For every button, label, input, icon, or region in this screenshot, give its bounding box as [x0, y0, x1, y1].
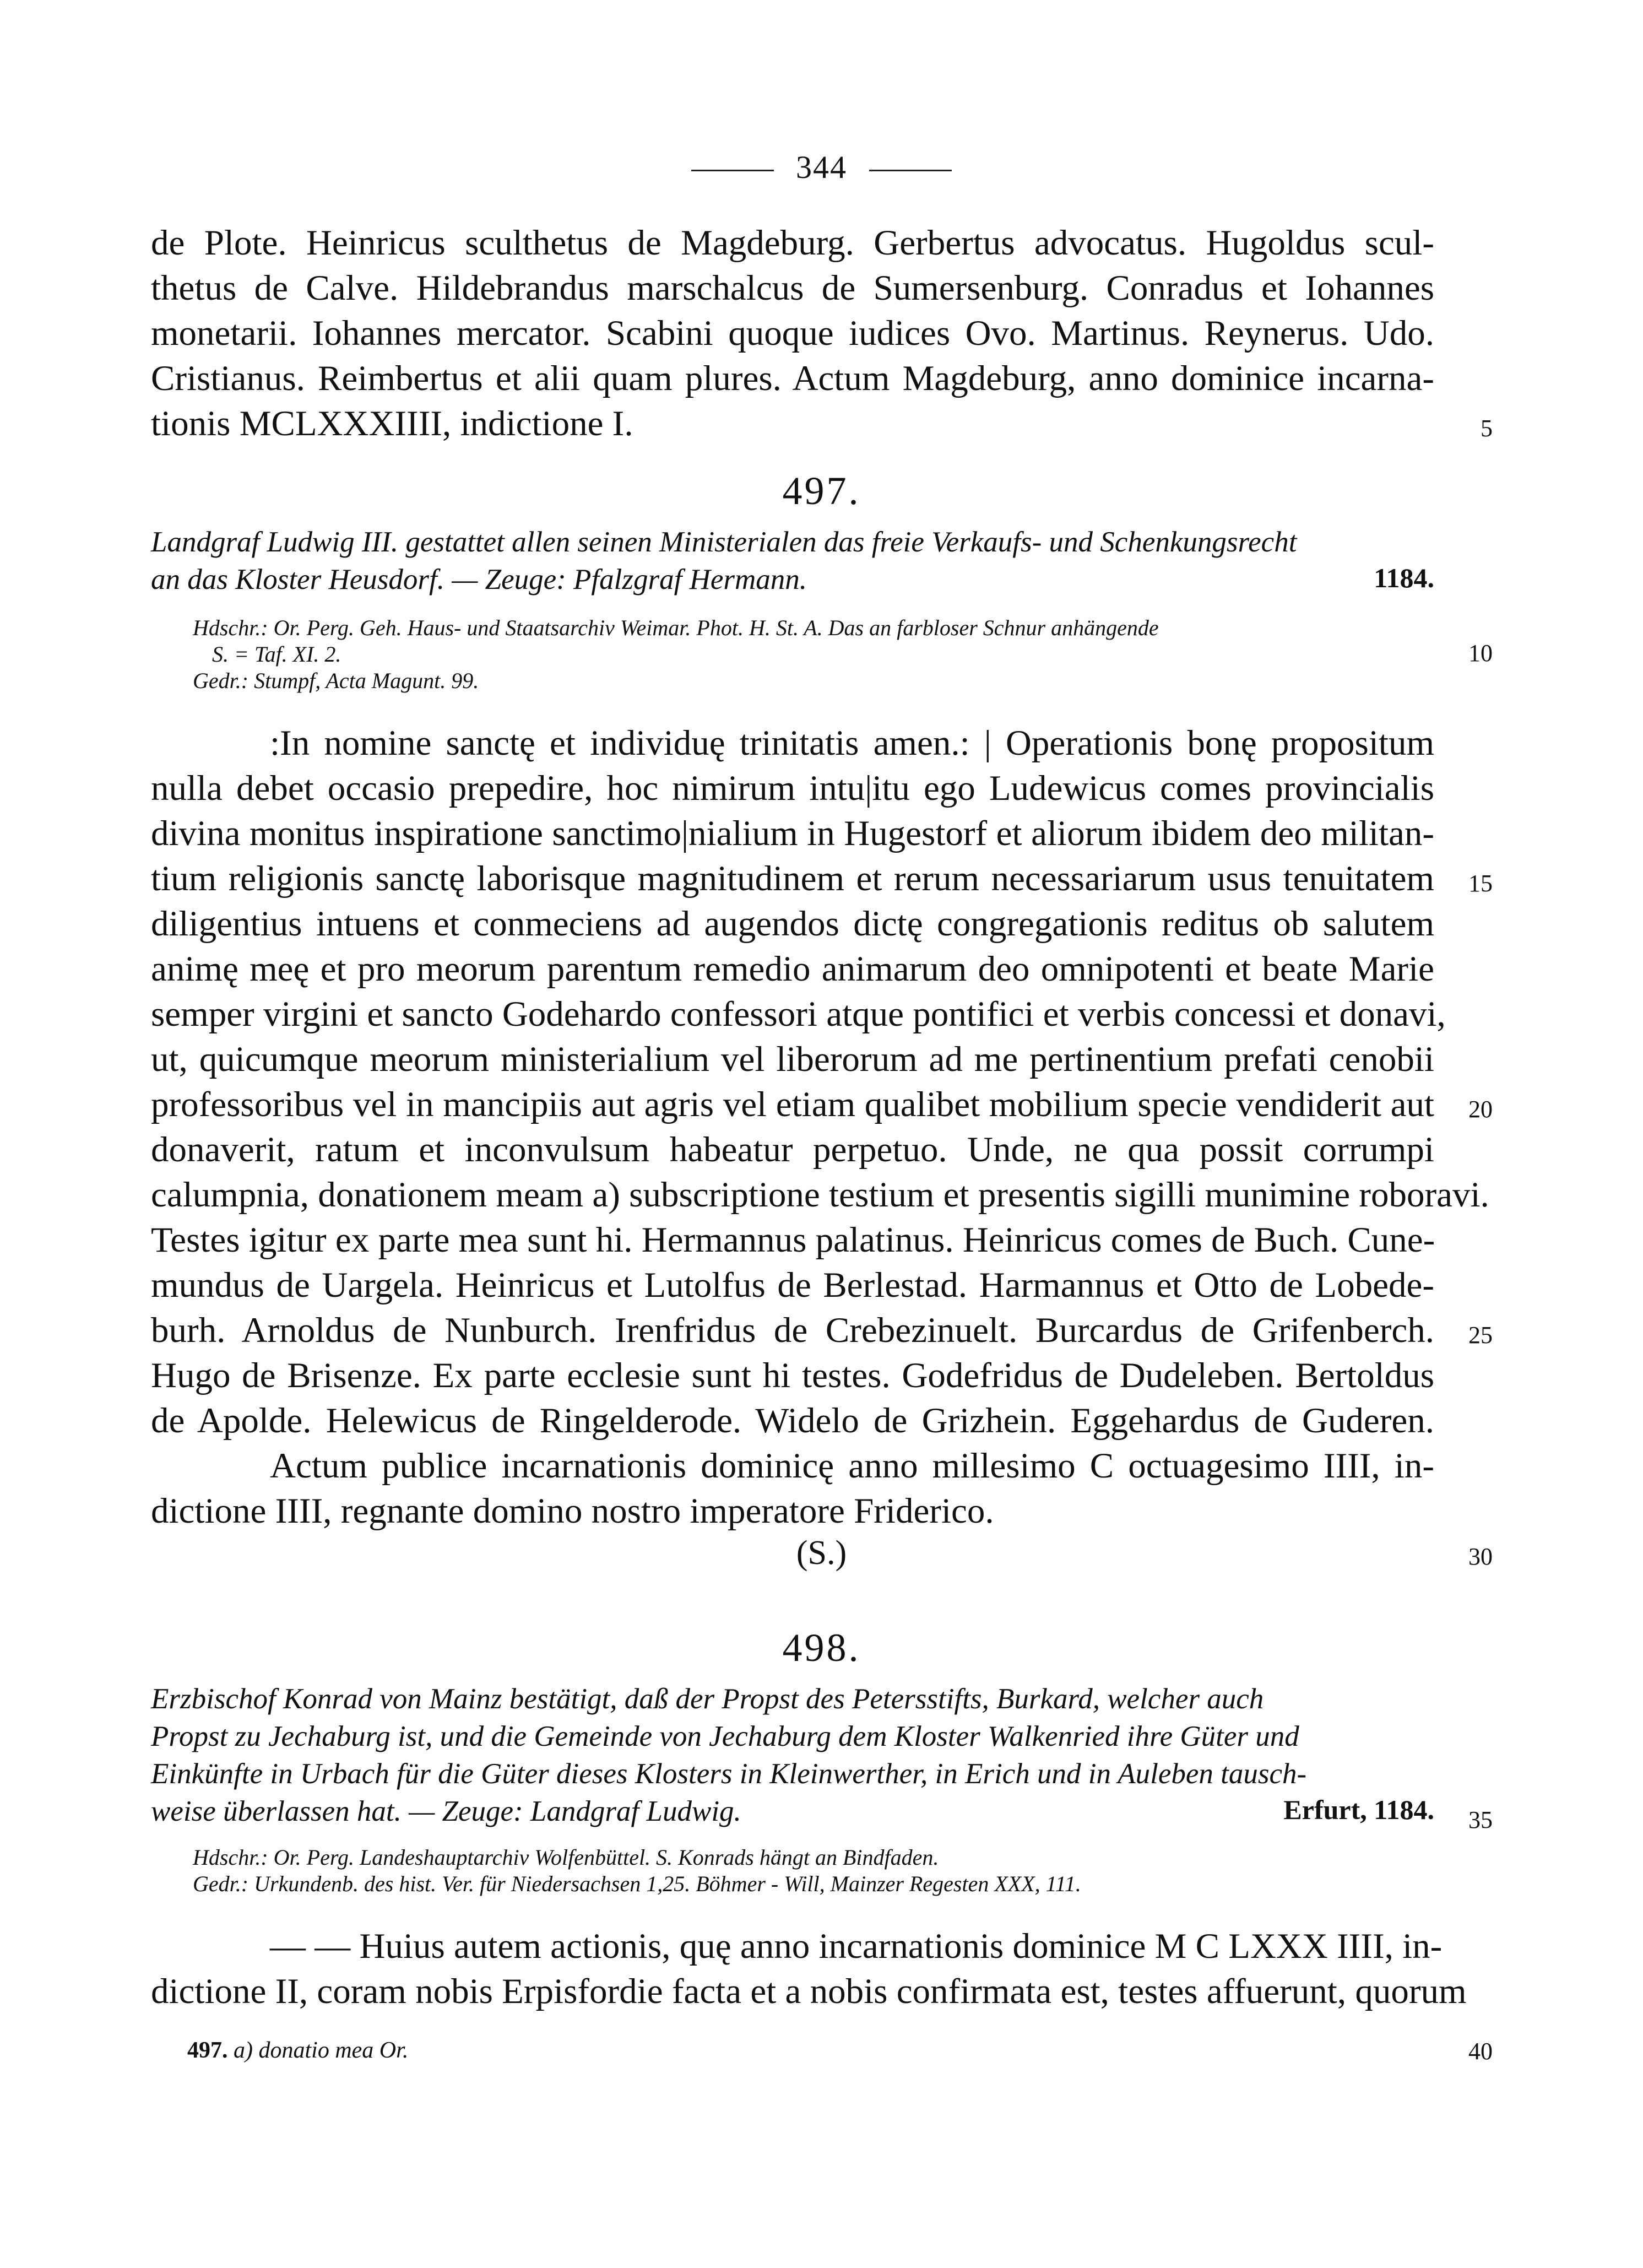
seal-mark: (S.) [796, 1534, 847, 1572]
document-text-line: Actum publice incarnationis dominicę anno millesimo C octuagesimo IIII, in- [270, 1446, 1434, 1486]
line-number: 30 [1468, 1543, 1493, 1570]
regest-line: Propst zu Jechaburg ist, und die Gemeinde von Jechaburg dem Kloster Walkenried ihre Güter und [151, 1720, 1299, 1752]
footnote-ref: 497. [187, 2038, 228, 2063]
source-line: S. = Taf. XI. 2. [212, 642, 341, 667]
regest-line: Landgraf Ludwig III. gestattet allen seinen Ministerialen das freie Verkaufs- und Schenkungsrecht [151, 526, 1297, 558]
document-text-line: de Apolde. Helewicus de Ringelderode. Widelo de Grizhein. Eggehardus de Guderen. [151, 1401, 1434, 1441]
footnote [187, 2037, 408, 2064]
document-text-line: mundus de Uargela. Heinricus et Lutolfus de Berlestad. Harmannus et Otto de Lobede- [151, 1265, 1434, 1305]
page-number: 344 [796, 149, 847, 185]
source-line: Gedr.: Urkundenb. des hist. Ver. für Niedersachsen 1,25. Böhmer - Will, Mainzer Regesten XXX, 111. [193, 1871, 1081, 1896]
line-number: 10 [1468, 640, 1493, 667]
continuation-line: tionis MCLXXXIIII, indictione I. [151, 404, 633, 443]
document-text-line: donaverit, ratum et inconvulsum habeatur perpetuo. Unde, ne qua possit corrumpi [151, 1130, 1434, 1170]
source-line: Hdschr.: Or. Perg. Geh. Haus- und Staatsarchiv Weimar. Phot. H. St. A. Das an farbloser Schnur anhängende [193, 615, 1159, 640]
line-number: 15 [1468, 870, 1493, 897]
document-text-line: ut, quicumque meorum ministerialium vel liberorum ad me pertinentium prefati cenobii [151, 1040, 1434, 1079]
document-text-line: dictione IIII, regnante domino nostro imperatore Friderico. [151, 1491, 994, 1531]
document-number: 497. [782, 469, 861, 513]
document-text-line: divina monitus inspiratione sanctimo|nialium in Hugestorf et aliorum ibidem deo militan- [151, 814, 1434, 853]
continuation-line: thetus de Calve. Hildebrandus marschalcus de Sumersenburg. Conradus et Iohannes [151, 268, 1434, 308]
line-number: 20 [1468, 1096, 1493, 1123]
regest-date: 1184. [1374, 562, 1434, 593]
document-text-line: diligentius intuens et conmeciens ad augendos dictę congregationis reditus ob salutem [151, 904, 1434, 944]
continuation-line: de Plote. Heinricus sculthetus de Magdeburg. Gerbertus advocatus. Hugoldus scul- [151, 223, 1434, 263]
regest-line: Erzbischof Konrad von Mainz bestätigt, daß der Propst des Petersstifts, Burkard, welcher auch [151, 1683, 1264, 1715]
source-line: Gedr.: Stumpf, Acta Magunt. 99. [193, 668, 479, 693]
continuation-line: monetarii. Iohannes mercator. Scabini quoque iudices Ovo. Martinus. Reynerus. Udo. [151, 313, 1434, 353]
document-text-line: tium religionis sanctę laborisque magnitudinem et rerum necessariarum usus tenuitatem [151, 859, 1434, 898]
line-number: 25 [1468, 1322, 1493, 1349]
line-number: 35 [1468, 1806, 1493, 1833]
document-text-line: calumpnia, donationem meam a) subscriptione testium et presentis sigilli munimine roboravi. [151, 1175, 1489, 1215]
document-text-line: — — Huius autem actionis, quę anno incarnationis dominice M C LXXX IIII, in- [270, 1926, 1443, 1966]
footnote-text: a) donatio mea Or. [234, 2038, 409, 2063]
regest-line: an das Kloster Heusdorf. — Zeuge: Pfalzgraf Hermann. [151, 564, 807, 596]
document-text-line: burh. Arnoldus de Nunburch. Irenfridus de Crebezinuelt. Burcardus de Grifenberch. [151, 1311, 1434, 1350]
header-dash-right [869, 170, 952, 171]
regest-date: Erfurt, 1184. [1283, 1794, 1434, 1825]
document-text-line: :In nomine sanctę et individuę trinitatis amen.: | Operationis bonę propositum [270, 723, 1434, 763]
document-text-line: professoribus vel in mancipiis aut agris vel etiam qualibet mobilium specie vendiderit aut [151, 1085, 1434, 1124]
continuation-line: Cristianus. Reimbertus et alii quam plures. Actum Magdeburg, anno dominice incarna- [151, 359, 1434, 398]
document-text-line: animę meę et pro meorum parentum remedio animarum deo omnipotenti et beate Marie [151, 949, 1434, 989]
document-text-line: nulla debet occasio prepedire, hoc nimirum intu|itu ego Ludewicus comes provincialis [151, 768, 1434, 808]
line-number: 40 [1468, 2038, 1493, 2065]
document-text-line: dictione II, coram nobis Erpisfordie facta et a nobis confirmata est, testes affuerunt, quorum [151, 1972, 1467, 2011]
source-line: Hdschr.: Or. Perg. Landeshauptarchiv Wolfenbüttel. S. Konrads hängt an Bindfaden. [193, 1845, 939, 1870]
document-text-line: Hugo de Brisenze. Ex parte ecclesie sunt hi testes. Godefridus de Dudeleben. Bertoldus [151, 1356, 1434, 1395]
regest-line: Einkünfte in Urbach für die Güter dieses Klosters in Kleinwerther, in Erich und in Auleben tausch- [151, 1758, 1307, 1790]
page-header [0, 149, 1643, 186]
document-number: 498. [782, 1626, 861, 1670]
header-dash-left [691, 170, 774, 171]
document-text-line: Testes igitur ex parte mea sunt hi. Hermannus palatinus. Heinricus comes de Buch. Cune- [151, 1220, 1435, 1260]
regest-line: weise überlassen hat. — Zeuge: Landgraf Ludwig. [151, 1795, 741, 1827]
line-number: 5 [1481, 415, 1493, 442]
document-text-line: semper virgini et sancto Godehardo confessori atque pontifici et verbis concessi et donavi, [151, 994, 1446, 1034]
